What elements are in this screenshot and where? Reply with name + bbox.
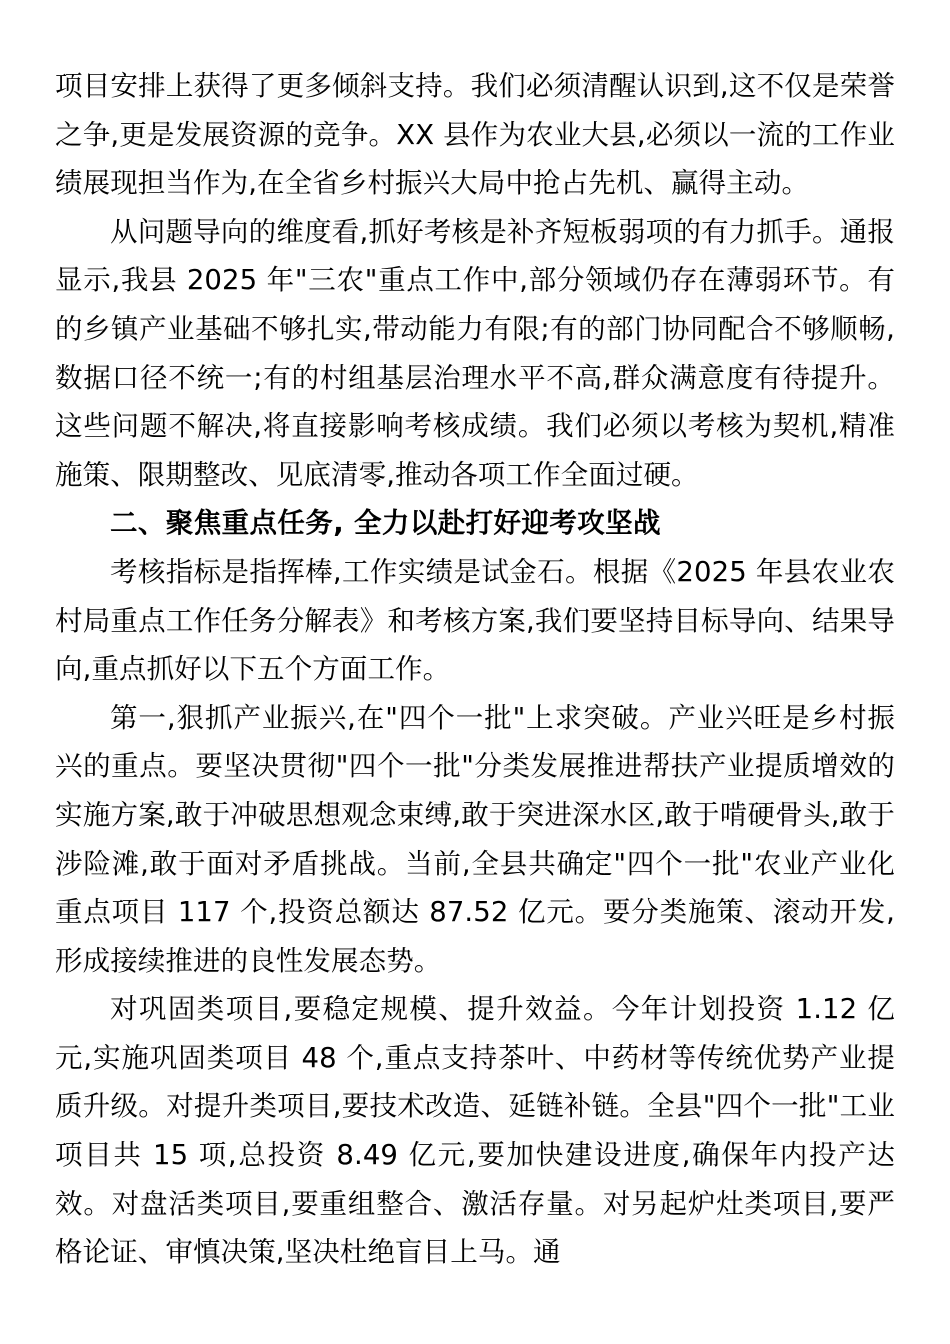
heading-section-two: 二、聚焦重点任务, 全力以赴打好迎考攻坚战	[110, 507, 661, 540]
document-body	[55, 62, 895, 1277]
paragraph-first-industry-revitalization: 第一,狠抓产业振兴,在"四个一批"上求突破。产业兴旺是乡村振兴的重点。要坚决贯彻"四个一批"分类发展推进帮扶产业提质增效的实施方案,敢于冲破思想观念束缚,敢于突进深水区,敢于啃硬骨头,敢于涉险滩,敢于面对矛盾挑战。当前,全县共确定"四个一批"农业产业化重点项目 117 个,投资总额达 87.52 亿元。要分类施策、滚动开发,形成接续推进的良性发展态势。	[55, 701, 895, 977]
paragraph-problem-orientation: 从问题导向的维度看,抓好考核是补齐短板弱项的有力抓手。通报显示,我县 2025 年"三农"重点工作中,部分领域仍存在薄弱环节。有的乡镇产业基础不够扎实,带动能力有限;有的部门协同配合不够顺畅,数据口径不统一;有的村组基层治理水平不高,群众满意度有待提升。这些问题不解决,将直接影响考核成绩。我们必须以考核为契机,精准施策、限期整改、见底清零,推动各项工作全面过硬。	[55, 215, 895, 491]
paragraph-assessment-indicators: 考核指标是指挥棒,工作实绩是试金石。根据《2025 年县农业农村局重点工作任务分解表》和考核方案,我们要坚持目标导向、结果导向,重点抓好以下五个方面工作。	[55, 555, 895, 686]
paragraph-consolidation-projects: 对巩固类项目,要稳定规模、提升效益。今年计划投资 1.12 亿元,实施巩固类项目 48 个,重点支持茶叶、中药材等传统优势产业提质升级。对提升类项目,要技术改造、延链补链。全县"四个一批"工业项目共 15 项,总投资 8.49 亿元,要加快建设进度,确保年内投产达效。对盘活类项目,要重组整合、激活存量。对另起炉灶类项目,要严格论证、审慎决策,坚决杜绝盲目上马。通	[55, 993, 895, 1269]
paragraph-continuation: 项目安排上获得了更多倾斜支持。我们必须清醒认识到,这不仅是荣誉之争,更是发展资源的竞争。XX 县作为农业大县,必须以一流的工作业绩展现担当作为,在全省乡村振兴大局中抢占先机、赢得主动。	[55, 70, 895, 200]
